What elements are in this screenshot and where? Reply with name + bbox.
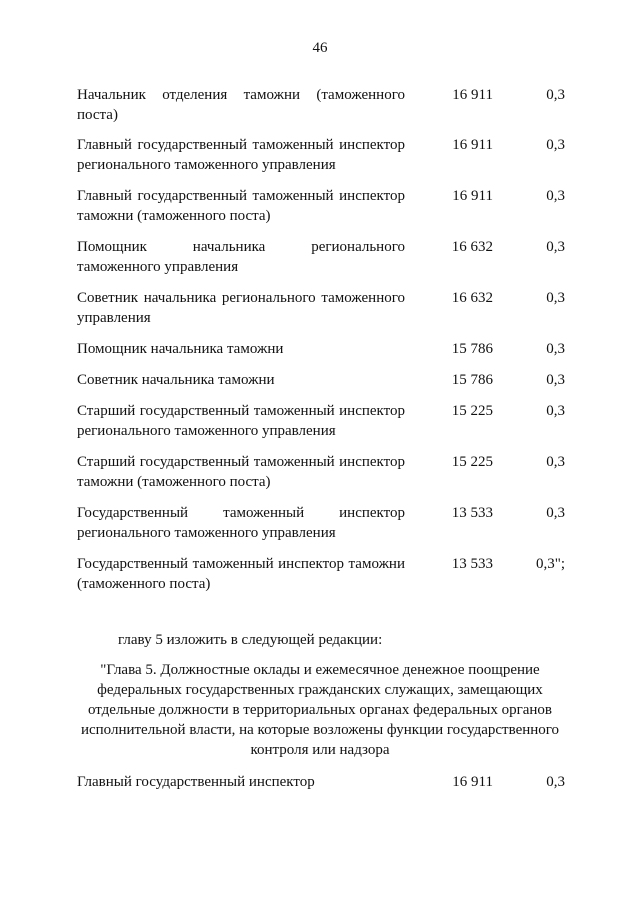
- table-row: [77, 186, 577, 226]
- bonus-coefficient: 0,3: [546, 290, 565, 306]
- salary-amount: 15 786: [451, 372, 493, 388]
- position-title: Начальник отделения таможни (таможенного поста): [77, 87, 405, 123]
- bonus-coefficient: 0,3: [546, 454, 565, 470]
- position-title: Главный государственный таможенный инспектор регионального таможенного управления: [77, 137, 405, 173]
- salary-amount: 16 632: [451, 290, 493, 306]
- position-title: Главный государственный таможенный инспектор таможни (таможенного поста): [77, 188, 405, 224]
- position-title: Помощник начальника регионального таможенного управления: [77, 239, 405, 275]
- salary-amount: 13 533: [451, 556, 493, 572]
- bonus-coefficient: 0,3: [546, 403, 565, 419]
- table-row: [77, 401, 577, 441]
- salary-amount: 16 911: [452, 774, 493, 790]
- table-row: [77, 452, 577, 492]
- table-row: [77, 135, 577, 175]
- position-title: Советник начальника регионального таможенного управления: [77, 290, 405, 326]
- position-title: Советник начальника таможни: [77, 372, 275, 388]
- position-title: Государственный таможенный инспектор регионального таможенного управления: [77, 505, 405, 541]
- salary-amount: 15 225: [451, 454, 493, 470]
- bonus-coefficient: 0,3: [546, 87, 565, 103]
- salary-amount: 16 911: [452, 188, 493, 204]
- table-row: [77, 370, 577, 390]
- table-row: [77, 503, 577, 543]
- bonus-coefficient: 0,3: [546, 188, 565, 204]
- bonus-coefficient: 0,3: [546, 239, 565, 255]
- bonus-coefficient: 0,3: [546, 137, 565, 153]
- salary-amount: 16 632: [451, 239, 493, 255]
- table-row: [77, 237, 577, 277]
- salary-table: [77, 85, 577, 605]
- bonus-coefficient: 0,3: [546, 505, 565, 521]
- position-title: Главный государственный инспектор: [77, 774, 315, 790]
- table-row: [77, 339, 577, 359]
- salary-amount: 15 786: [451, 341, 493, 357]
- position-title: Помощник начальника таможни: [77, 341, 284, 357]
- table-row: [77, 554, 577, 594]
- salary-amount: 13 533: [451, 505, 493, 521]
- salary-amount: 16 911: [452, 87, 493, 103]
- salary-amount: 15 225: [451, 403, 493, 419]
- amendment-instruction: главу 5 изложить в следующей редакции:: [118, 632, 383, 648]
- table-row: [77, 772, 577, 792]
- bonus-coefficient: 0,3";: [535, 556, 565, 572]
- position-title: Государственный таможенный инспектор таможни (таможенного поста): [77, 556, 405, 592]
- bonus-coefficient: 0,3: [546, 341, 565, 357]
- table-row: [77, 85, 577, 125]
- chapter-heading: "Глава 5. Должностные оклады и ежемесячное денежное поощрение федеральных государственных гражданских служащих, замещающих отдельные должности в территориальных органах федеральных органов исполнительной власти, на которые возложены функции государственного контроля или надзора: [80, 662, 560, 758]
- salary-amount: 16 911: [452, 137, 493, 153]
- bonus-coefficient: 0,3: [546, 372, 565, 388]
- position-title: Старший государственный таможенный инспектор таможни (таможенного поста): [77, 454, 405, 490]
- position-title: Старший государственный таможенный инспектор регионального таможенного управления: [77, 403, 405, 439]
- table-row: [77, 288, 577, 328]
- bonus-coefficient: 0,3: [546, 774, 565, 790]
- page-number: 46: [312, 40, 328, 56]
